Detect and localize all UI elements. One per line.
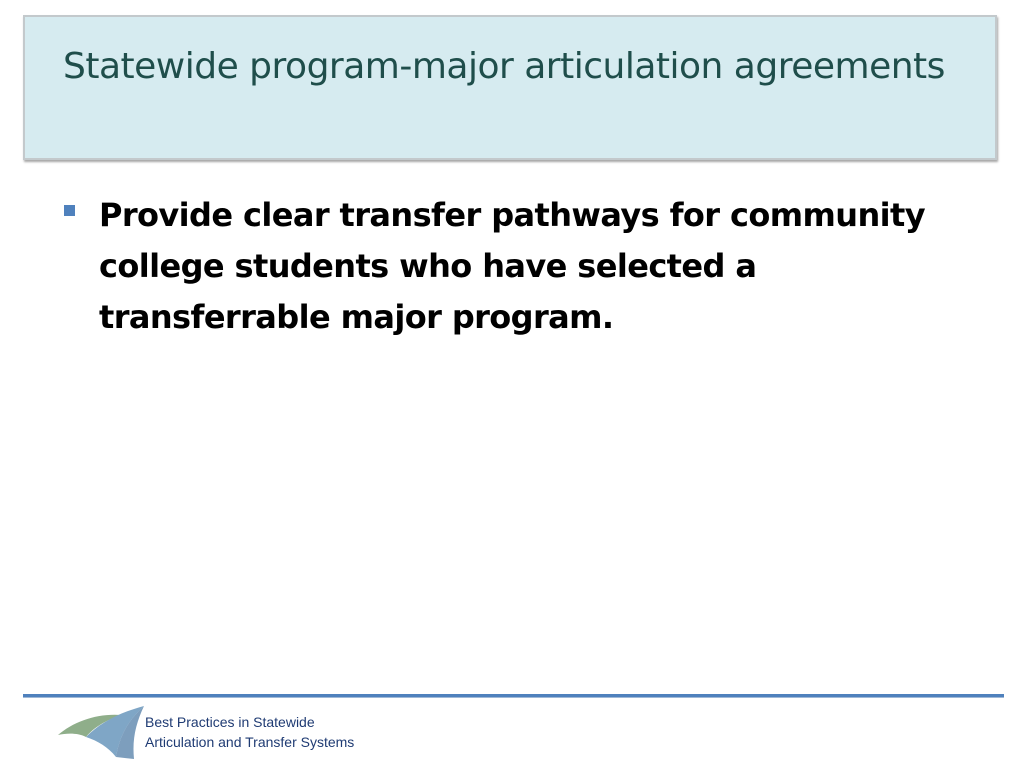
swoosh-logo-icon [56, 703, 146, 761]
footer-divider [23, 694, 1004, 698]
bullet-text: Provide clear transfer pathways for community college students who have selected a transferrable major program. [99, 196, 925, 336]
footer-line-2: Articulation and Transfer Systems [145, 734, 355, 750]
bullet-item [64, 190, 964, 343]
footer-line-1: Best Practices in Statewide [145, 714, 315, 730]
square-bullet-icon [64, 205, 75, 216]
footer-caption [145, 712, 354, 752]
slide-title: Statewide program-major articulation agreements [63, 46, 945, 87]
title-box [23, 15, 997, 160]
